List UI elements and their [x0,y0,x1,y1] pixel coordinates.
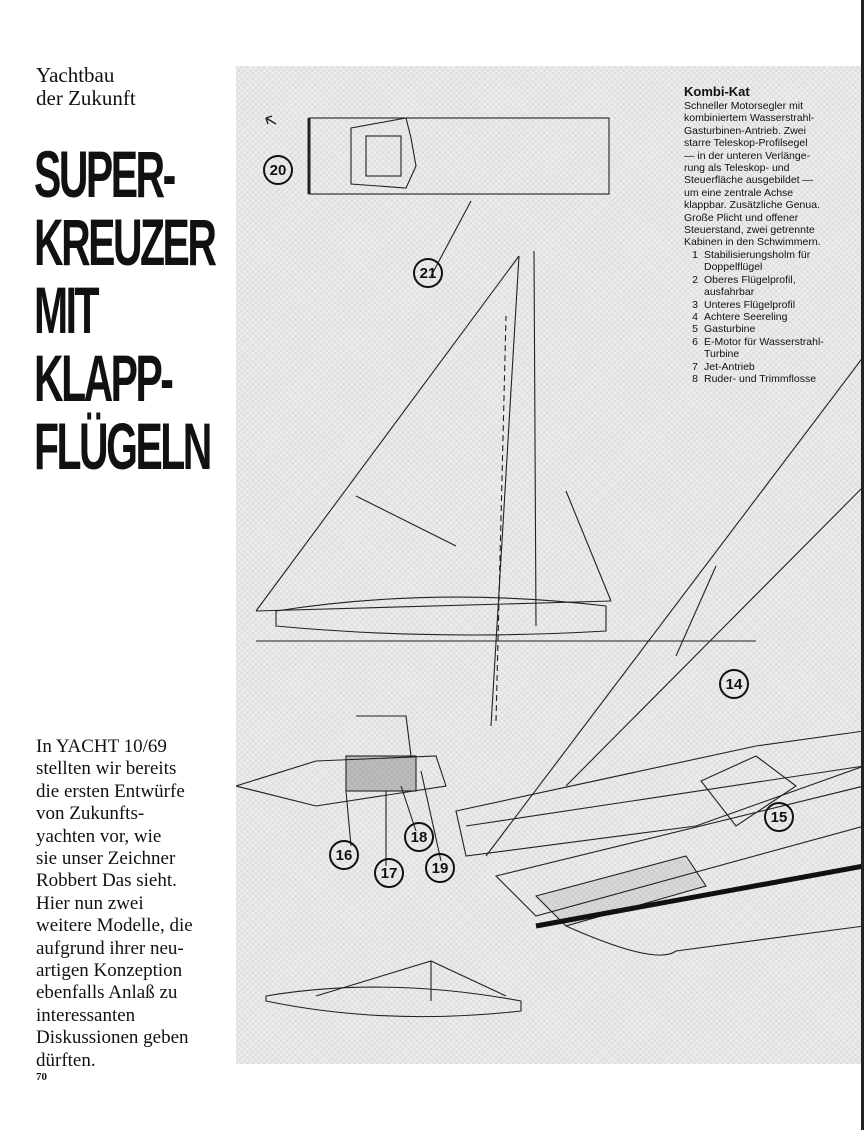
legend-item [684,249,862,274]
legend-number: 8 [692,372,698,385]
intro-line: dürften. [36,1049,96,1071]
callout-label: 21 [419,265,437,282]
legend-list [684,249,862,385]
small-boat-sketch [266,987,521,1017]
legend-text: Stabilisierungsholm für [704,248,811,261]
intro-line: Hier nun zwei [36,892,144,914]
intro-line: ebenfalls Anlaß zu [36,982,178,1004]
caption-line: klappbar. Zusätzliche Genua. [684,199,820,212]
caption-box [684,84,862,385]
caption-line: Große Plicht und offener [684,211,799,224]
intro-line: Diskussionen geben [36,1027,189,1049]
legend-text: Turbine [704,348,740,361]
big-sail-edge [486,356,864,856]
headline-line-1: SUPER- [34,137,174,211]
intro-line: aufgrund ihrer neu- [36,937,184,959]
legend-number: 1 [692,248,698,261]
caption-line: starre Teleskop-Profilsegel [684,137,808,150]
caption-line: kombiniertem Wasserstrahl- [684,112,815,125]
legend-item [684,336,862,361]
legend-number: 6 [692,335,698,348]
callout-label: 18 [410,829,428,846]
intro-line: yachten vor, wie [36,825,162,847]
legend-item [684,299,862,311]
intro-line: Robbert Das sieht. [36,870,177,892]
caption-line: Gasturbinen-Antrieb. Zwei [684,124,806,137]
callout-label: 17 [380,865,398,882]
legend-text: Achtere Seereling [704,310,788,323]
jib-sail [256,256,519,611]
catamaran-hull-upper [456,731,864,856]
legend-text: Unteres Flügelprofil [704,298,796,311]
legend-item [684,373,862,385]
legend-number: 2 [692,273,698,286]
intro-line: weitere Modelle, die [36,915,193,937]
legend-text: Gasturbine [704,323,756,336]
caption-body [684,100,862,249]
callout-label: 15 [770,809,788,826]
caption-line: Schneller Motorsegler mit [684,100,804,112]
intro-line: stellten wir bereits [36,758,177,780]
legend-number: 5 [692,323,698,336]
callout-label: 19 [431,860,449,877]
kicker-line-2: der Zukunft [36,86,136,110]
mast-line [491,256,519,726]
headline-line-3: MIT [34,273,98,347]
intro-line: artigen Konzeption [36,960,183,982]
kicker [36,64,226,110]
callout-label: 16 [335,847,353,864]
legend-text: Oberes Flügelprofil, [704,273,796,286]
callout-label: 14 [725,676,743,693]
intro-line: die ersten Entwürfe [36,780,185,802]
headline [34,137,215,483]
plan-view-frame [309,118,609,194]
legend-number: 7 [692,360,698,373]
caption-line: Kabinen in den Schwimmern. [684,236,821,249]
page-number: 70 [36,1071,47,1083]
headline-line-2: KREUZER [34,205,215,279]
plan-view-hull [351,118,416,188]
arrow-icon [266,116,276,124]
callout-label: 20 [269,162,287,179]
legend-number: 3 [692,298,698,311]
legend-text: Doppelflügel [704,261,763,274]
legend-item [684,311,862,323]
caption-line: rung als Teleskop- und [684,162,790,175]
legend-text: E-Motor für Wasserstrahl- [704,335,824,348]
intro-paragraph [36,736,236,1072]
intro-line: In YACHT 10/69 [36,736,167,757]
legend-item [684,361,862,373]
legend-number: 4 [692,310,698,323]
legend-text: Jet-Antrieb [704,360,755,373]
headline-line-5: FLÜGELN [34,409,210,483]
legend-text: Ruder- und Trimmflosse [704,372,817,385]
intro-line: von Zukunfts- [36,803,145,825]
caption-line: Steuerstand, zwei getrennte [684,224,815,237]
headline-line-4: KLAPP- [34,341,172,415]
caption-title: Kombi-Kat [684,84,750,99]
caption-line: um eine zentrale Achse [684,186,794,199]
legend-item [684,274,862,299]
caption-line: Steuerfläche ausgebildet — [684,174,813,187]
legend-text: ausfahrbar [704,286,755,299]
legend-item [684,323,862,335]
kicker-line-1: Yachtbau [36,63,115,87]
intro-line: sie unser Zeichner [36,848,176,870]
caption-line: — in der unteren Verlänge- [684,149,811,162]
intro-line: interessanten [36,1004,136,1026]
